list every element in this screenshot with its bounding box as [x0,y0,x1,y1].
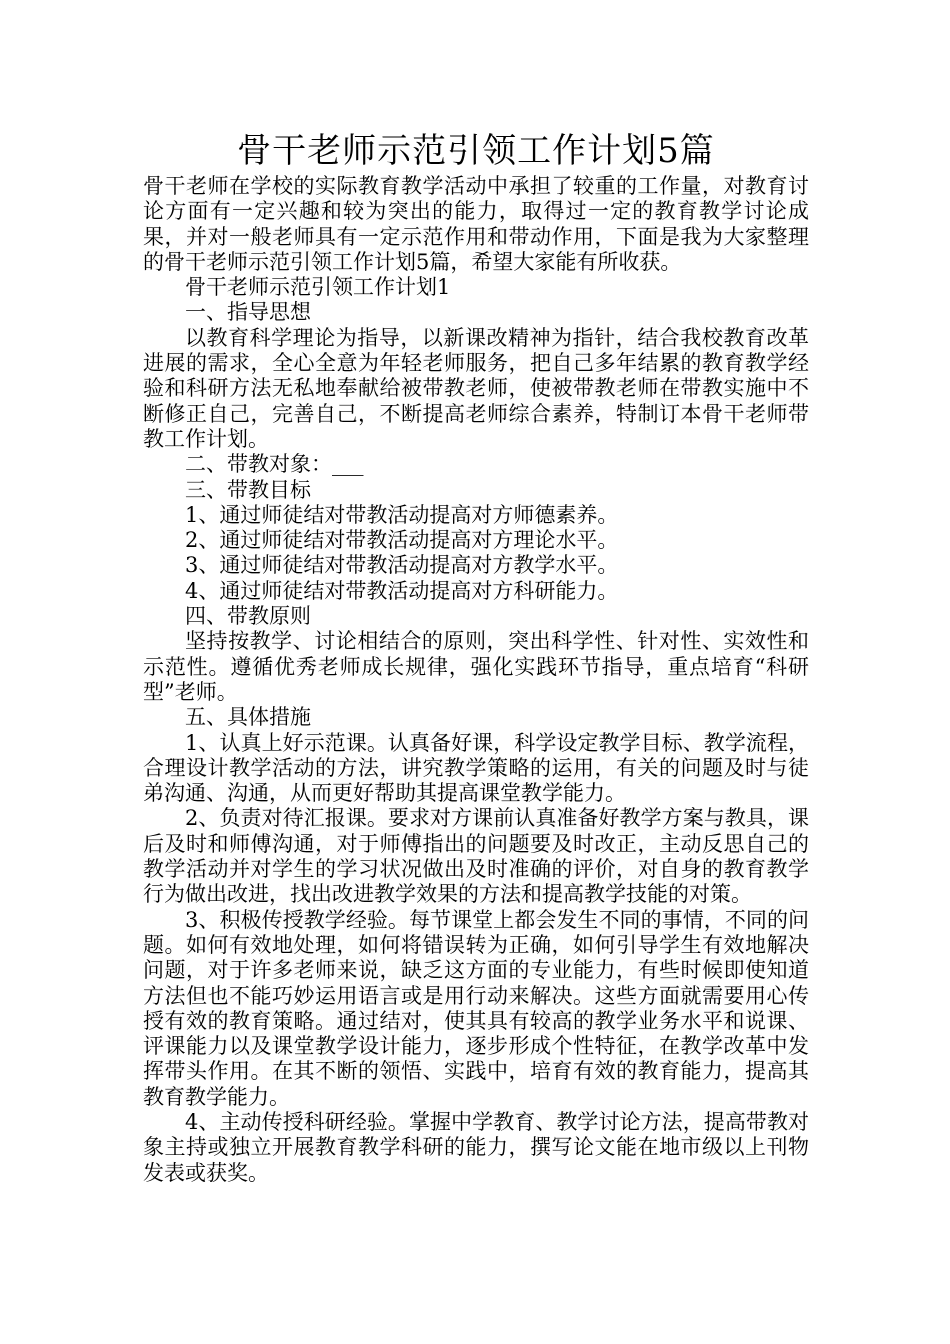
goal-item: 1、通过师徒结对带教活动提高对方师德素养。 [185,502,619,527]
document-page [143,128,809,1186]
section-heading-targets: 二、带教对象：___ [185,452,364,477]
plan-heading: 骨干老师示范引领工作计划1 [185,275,451,300]
measure-item: 1、认真上好示范课。认真备好课，科学设定教学目标、教学流程，合理设计教学活动的方法，讲究教学策略的运用，有关的问题及时与徒弟沟通、沟通，从而更好帮助其提高课堂教学能力。 [143,730,809,806]
section-heading-principles: 四、带教原则 [185,604,311,629]
document-title: 骨干老师示范引领工作计划5篇 [237,131,715,171]
body-paragraph: 以教育科学理论为指导，以新课改精神为指针，结合我校教育改革进展的需求，全心全意为年轻老师服务，把自己多年结累的教育教学经验和科研方法无私地奉献给被带教老师，使被带教老师在带教实施中不断修正自己，完善自己，不断提高老师综合素养，特制订本骨干老师带教工作计划。 [143,325,809,451]
document-body [143,174,809,1186]
goal-item: 4、通过师徒结对带教活动提高对方科研能力。 [185,578,619,603]
section-heading-measures: 五、具体措施 [185,705,311,730]
section-heading-goals: 三、带教目标 [185,477,311,502]
intro-paragraph: 骨干老师在学校的实际教育教学活动中承担了较重的工作量，对教育讨论方面有一定兴趣和较为突出的能力，取得过一定的教育教学讨论成果，并对一般老师具有一定示范作用和带动作用，下面是我为大家整理的骨干老师示范引领工作计划5篇，希望大家能有所收获。 [143,174,809,274]
measure-item: 4、主动传授科研经验。掌握中学教育、教学讨论方法，提高带教对象主持或独立开展教育教学科研的能力，撰写论文能在地市级以上刊物发表或获奖。 [143,1109,809,1185]
body-paragraph: 坚持按教学、讨论相结合的原则，突出科学性、针对性、实效性和示范性。遵循优秀老师成长规律，强化实践环节指导，重点培育“科研型”老师。 [143,629,809,704]
measure-item: 2、负责对待汇报课。要求对方课前认真准备好教学方案与教具，课后及时和师傅沟通，对于师傅指出的问题要及时改正，主动反思自己的教学活动并对学生的学习状况做出及时准确的评价，对自身的教育教学行为做出改进，找出改进教学效果的方法和提高教学技能的对策。 [143,806,809,907]
goal-item: 2、通过师徒结对带教活动提高对方理论水平。 [185,528,619,553]
goal-item: 3、通过师徒结对带教活动提高对方教学水平。 [185,553,619,578]
section-heading-guiding-thought: 一、指导思想 [185,300,311,325]
measure-item: 3、积极传授教学经验。每节课堂上都会发生不同的事情，不同的问题。如何有效地处理，如何将错误转为正确，如何引导学生有效地解决问题，对于许多老师来说，缺乏这方面的专业能力，有些时候即使知道方法但也不能巧妙运用语言或是用行动来解决。这些方面就需要用心传授有效的教育策略。通过结对，使其具有较高的教学业务水平和说课、评课能力以及课堂教学设计能力，逐步形成个性特征，在教学改革中发挥带头作用。在其不断的领悟、实践中，培育有效的教育能力，提高其教育教学能力。 [143,907,809,1109]
